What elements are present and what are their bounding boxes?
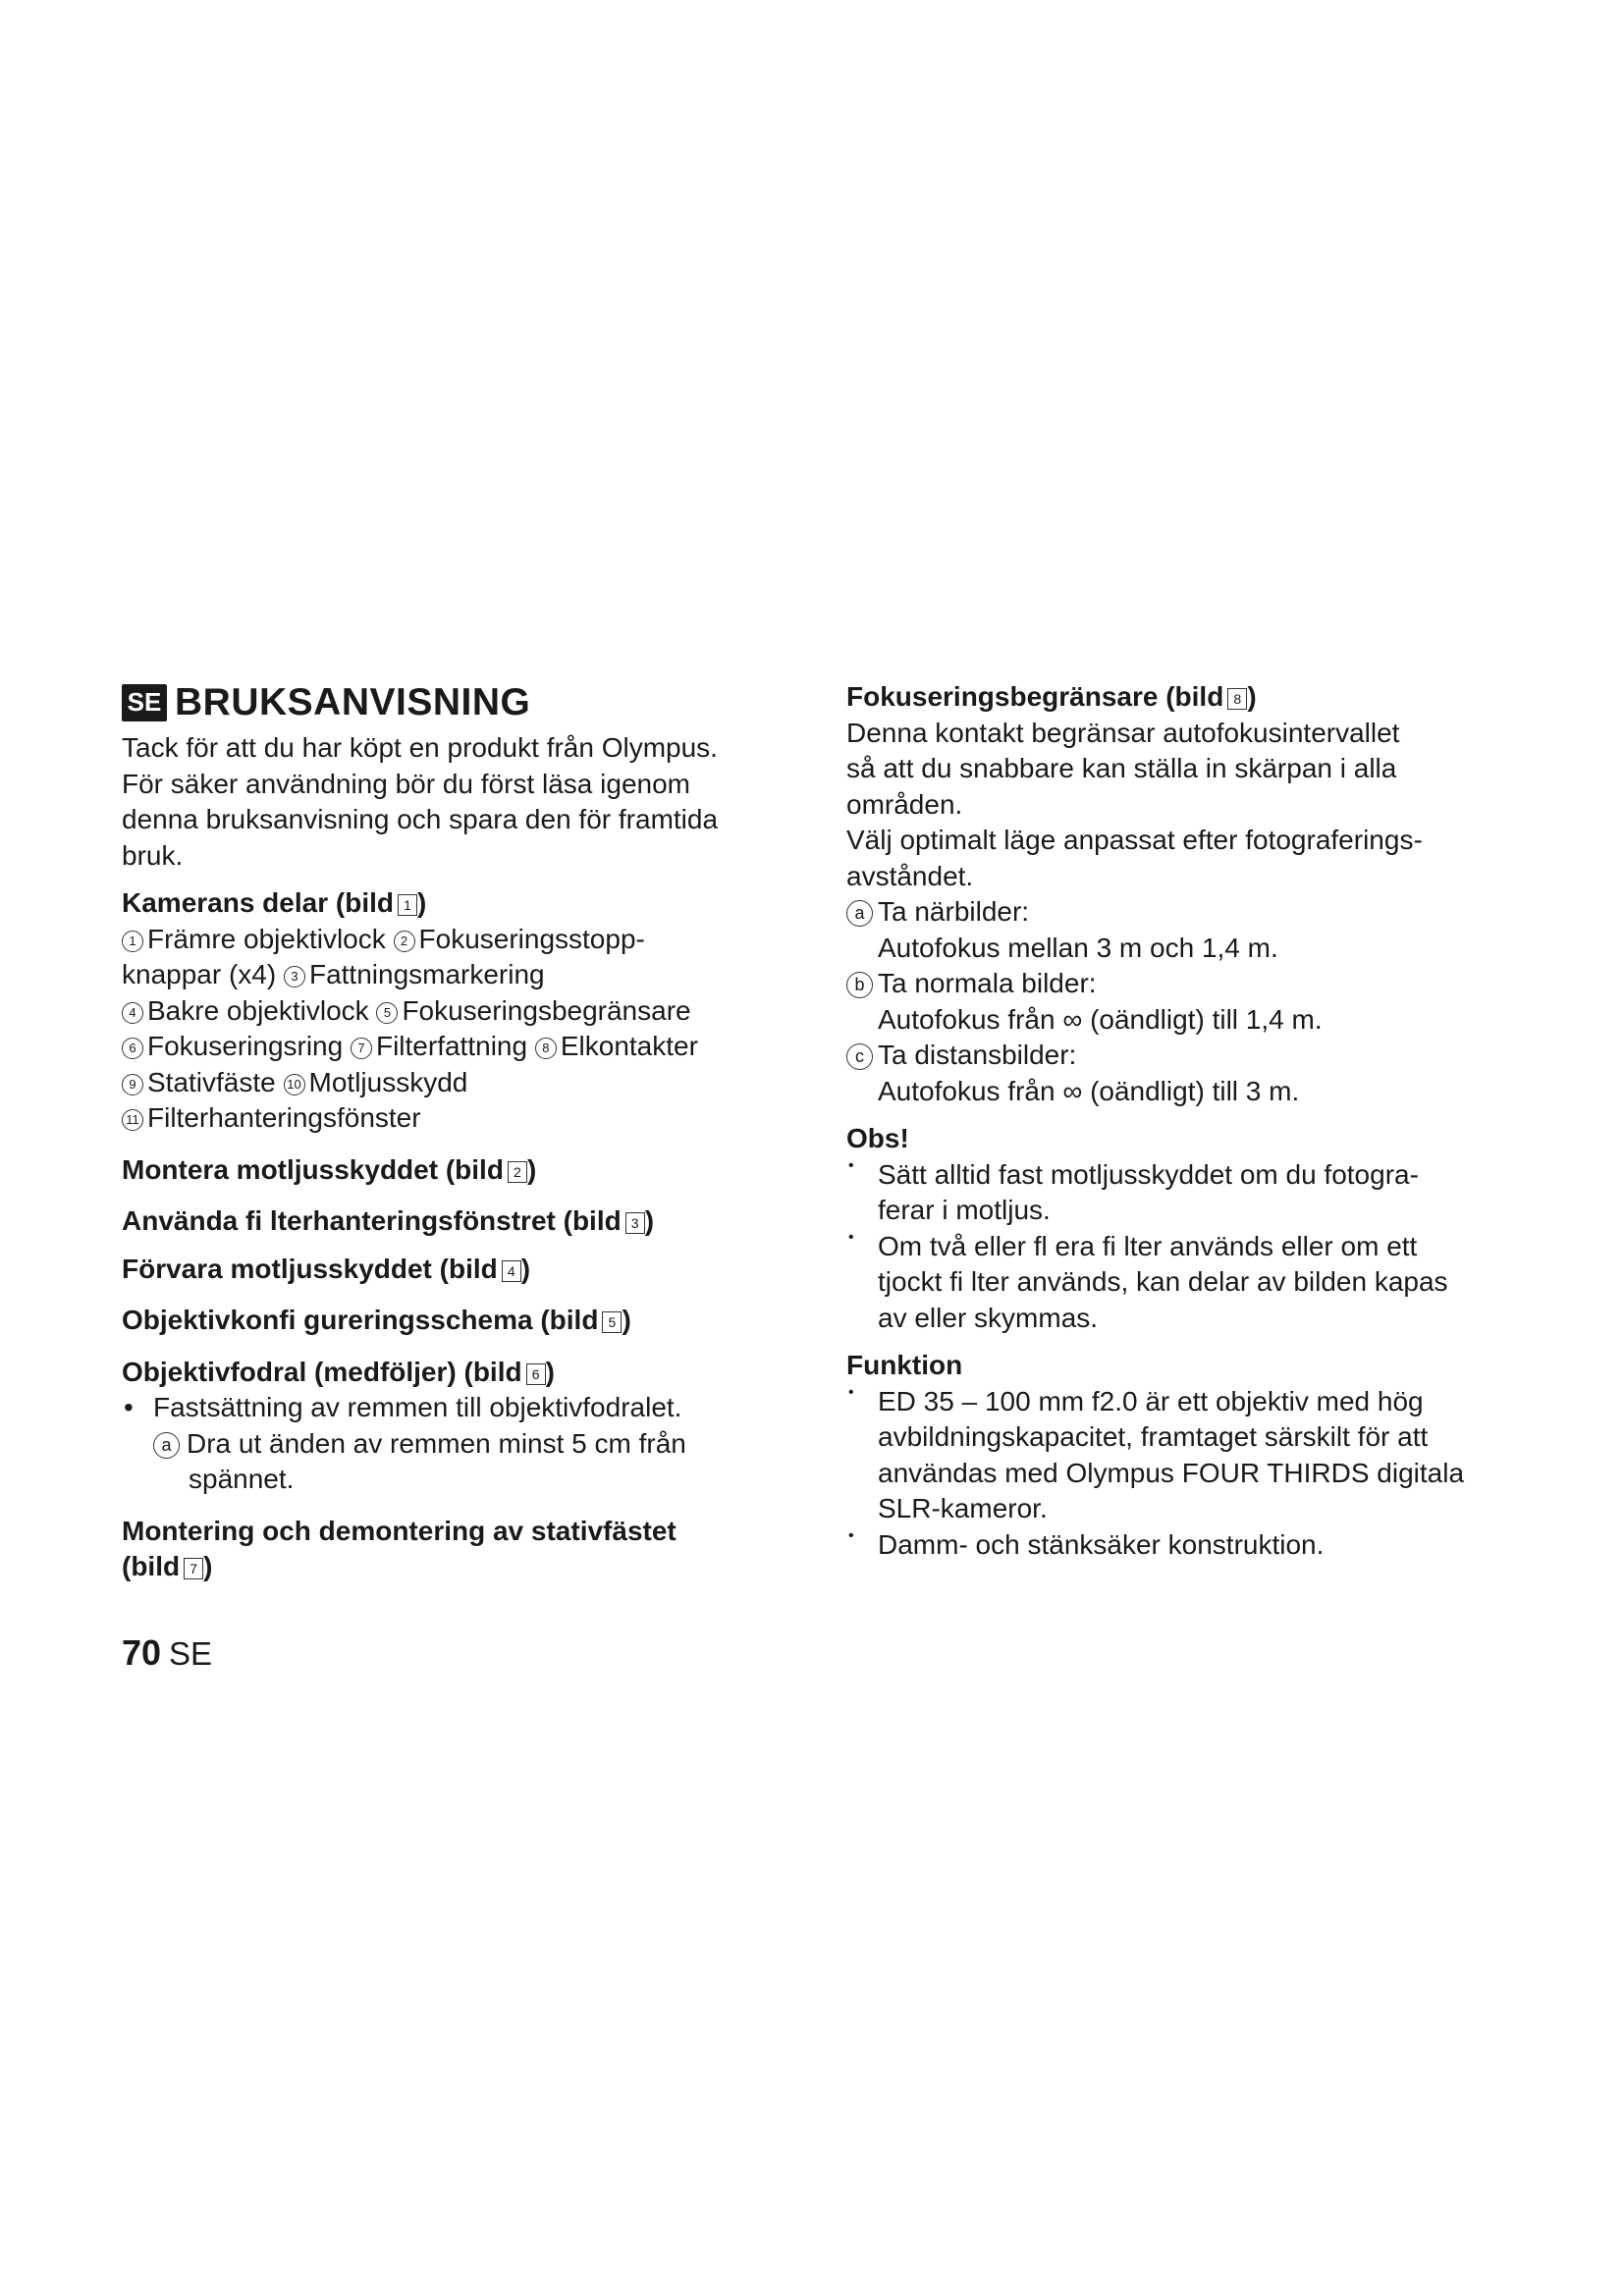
number-circle-icon: 3 bbox=[284, 966, 305, 988]
number-circle-icon: 9 bbox=[122, 1074, 143, 1095]
number-circle-icon: 6 bbox=[122, 1038, 143, 1059]
left-column bbox=[122, 679, 799, 1585]
intro-line: Tack för att du har köpt en produkt från Olympus. bbox=[122, 732, 718, 763]
list-item: • Fastsättning av remmen till objektivfodralet. bbox=[122, 1390, 799, 1426]
language-code: SE bbox=[169, 1635, 213, 1672]
intro-line: bruk. bbox=[122, 839, 184, 871]
parts-line: knappar (x4) 3 Fattningsmarkering bbox=[122, 959, 545, 989]
intro-line: För säker användning bör du först läsa igenom bbox=[122, 768, 690, 799]
number-circle-icon: 2 bbox=[394, 931, 415, 952]
number-circle-icon: 1 bbox=[122, 931, 143, 952]
mode-item: a Ta närbilder: Autofokus mellan 3 m och 1,4 m. bbox=[846, 894, 1524, 966]
page-footer bbox=[122, 1633, 212, 1674]
figure-ref-icon: 8 bbox=[1227, 688, 1247, 710]
focus-modes bbox=[846, 894, 1524, 1109]
parts-line: 9 Stativfäste 10 Motljusskydd bbox=[122, 1065, 799, 1101]
mode-item: c Ta distansbilder: Autofokus från ∞ (oändligt) till 3 m. bbox=[846, 1038, 1524, 1109]
parts-list bbox=[122, 922, 799, 1137]
list-item: • ED 35 – 100 mm f2.0 är ett objektiv med hög avbildningskapacitet, framtaget särskilt för att användas med Olympus FOUR THIRDS digitala SLR-kameror. bbox=[848, 1383, 1465, 1523]
letter-circle-icon: b bbox=[846, 972, 873, 998]
bullet-icon: • bbox=[848, 1156, 854, 1174]
figure-ref-icon: 2 bbox=[508, 1161, 527, 1183]
number-circle-icon: 5 bbox=[376, 1002, 398, 1024]
heading-lens-config: Objektivkonfi gureringsschema (bild 5 ) bbox=[122, 1305, 631, 1335]
bullet-icon: • bbox=[124, 1392, 134, 1422]
figure-ref-icon: 4 bbox=[502, 1260, 521, 1282]
heading-store-hood: Förvara motljusskyddet (bild 4 ) bbox=[122, 1253, 531, 1284]
heading-focus-limiter: Fokuseringsbegränsare (bild 8 ) bbox=[846, 681, 1257, 712]
heading-function: Funktion bbox=[846, 1350, 963, 1380]
letter-circle-icon: a bbox=[153, 1432, 180, 1459]
figure-ref-icon: 6 bbox=[526, 1363, 546, 1385]
letter-circle-icon: a bbox=[846, 900, 873, 927]
parts-line: 1 Främre objektivlock 2 Fokuseringsstopp- bbox=[122, 922, 799, 958]
language-badge: SE bbox=[122, 684, 167, 721]
list-item: • Sätt alltid fast motljusskyddet om du fotogra- ferar i motljus. bbox=[848, 1156, 1419, 1225]
sub-list-item: a Dra ut änden av remmen minst 5 cm från spännet. bbox=[122, 1426, 799, 1498]
number-circle-icon: 4 bbox=[122, 1002, 143, 1024]
title-text: BRUKSANVISNING bbox=[175, 681, 531, 723]
number-circle-icon: 11 bbox=[122, 1109, 143, 1131]
right-column bbox=[846, 679, 1524, 1563]
page-number: 70 bbox=[122, 1632, 162, 1673]
parts-line: 6 Fokuseringsring 7 Filterfattning 8 Elkontakter bbox=[122, 1029, 799, 1065]
bullet-icon: • bbox=[848, 1526, 854, 1544]
parts-line: 11 Filterhanteringsfönster bbox=[122, 1100, 799, 1137]
letter-circle-icon: c bbox=[846, 1043, 873, 1070]
heading-lens-case: Objektivfodral (medföljer) (bild 6 ) bbox=[122, 1356, 555, 1387]
number-circle-icon: 10 bbox=[284, 1074, 305, 1095]
number-circle-icon: 7 bbox=[351, 1038, 372, 1059]
page-title bbox=[122, 679, 799, 726]
intro-paragraph bbox=[122, 730, 799, 874]
figure-ref-icon: 7 bbox=[184, 1558, 203, 1579]
focus-description: Denna kontakt begränsar autofokusintervallet så att du snabbare kan ställa in skärpan i alla områden. Välj optimalt läge anpassat efter fotograferings- avståndet. bbox=[846, 717, 1423, 891]
heading-filter-window: Använda fi lterhanteringsfönstret (bild 3 ) bbox=[122, 1205, 655, 1236]
heading-mount-hood: Montera motljusskyddet (bild 2 ) bbox=[122, 1153, 537, 1185]
figure-ref-icon: 5 bbox=[602, 1311, 622, 1333]
intro-line: denna bruksanvisning och spara den för framtida bbox=[122, 804, 719, 834]
parts-line: 4 Bakre objektivlock 5 Fokuseringsbegränsare bbox=[122, 993, 799, 1030]
number-circle-icon: 8 bbox=[535, 1038, 557, 1059]
bullet-icon: • bbox=[848, 1383, 854, 1401]
bullet-icon: • bbox=[848, 1228, 854, 1246]
mode-item: b Ta normala bilder: Autofokus från ∞ (oändligt) till 1,4 m. bbox=[846, 966, 1524, 1038]
heading-camera-parts: Kamerans delar (bild 1 ) bbox=[122, 887, 427, 918]
list-item: • Damm- och stänksäker konstruktion. bbox=[848, 1526, 1325, 1560]
heading-note: Obs! bbox=[846, 1123, 909, 1153]
figure-ref-icon: 1 bbox=[398, 894, 417, 916]
figure-ref-icon: 3 bbox=[625, 1212, 645, 1234]
heading-tripod: Montering och demontering av stativfästet (bild 7 ) bbox=[122, 1515, 677, 1581]
list-item: • Om två eller fl era fi lter används eller om ett tjockt fi lter används, kan delar av bilden kapas av eller skymmas. bbox=[848, 1228, 1448, 1333]
